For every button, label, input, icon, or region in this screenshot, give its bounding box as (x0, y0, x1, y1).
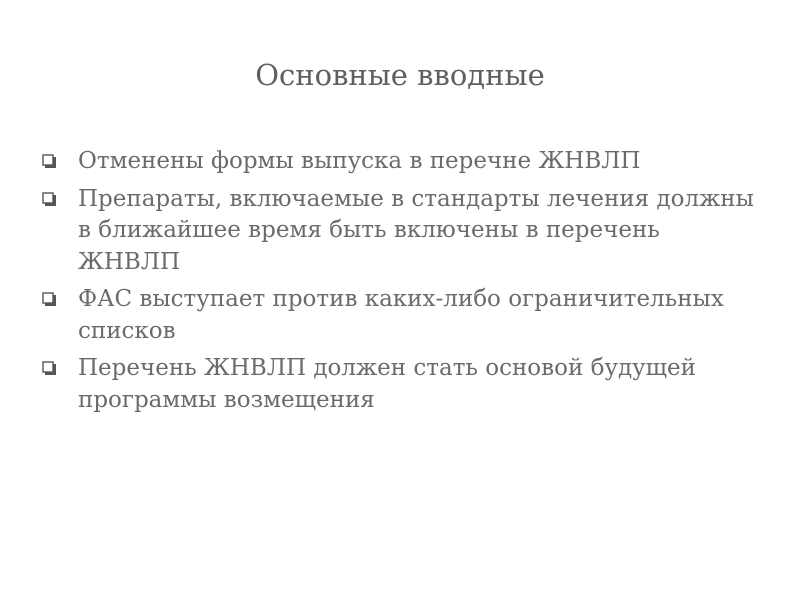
bullet-text: Препараты, включаемые в стандарты лечения должны в ближайшее время быть включены в перечень ЖНВЛП (78, 185, 754, 275)
checkbox-bullet-icon (42, 292, 57, 307)
bullet-text: Перечень ЖНВЛП должен стать основой будущей программы возмещения (78, 355, 696, 413)
bullet-text: Отменены формы выпуска в перечне ЖНВЛП (78, 148, 641, 174)
list-item (40, 353, 760, 416)
list-item (40, 146, 760, 178)
bullet-list (40, 146, 760, 422)
bullet-text: ФАС выступает против каких-либо ограничительных списков (78, 286, 724, 344)
list-item (40, 284, 760, 347)
slide-title: Основные вводные (255, 58, 545, 92)
checkbox-bullet-icon (42, 192, 57, 207)
checkbox-bullet-icon (42, 361, 57, 376)
list-item (40, 184, 760, 279)
checkbox-bullet-icon (42, 154, 57, 169)
